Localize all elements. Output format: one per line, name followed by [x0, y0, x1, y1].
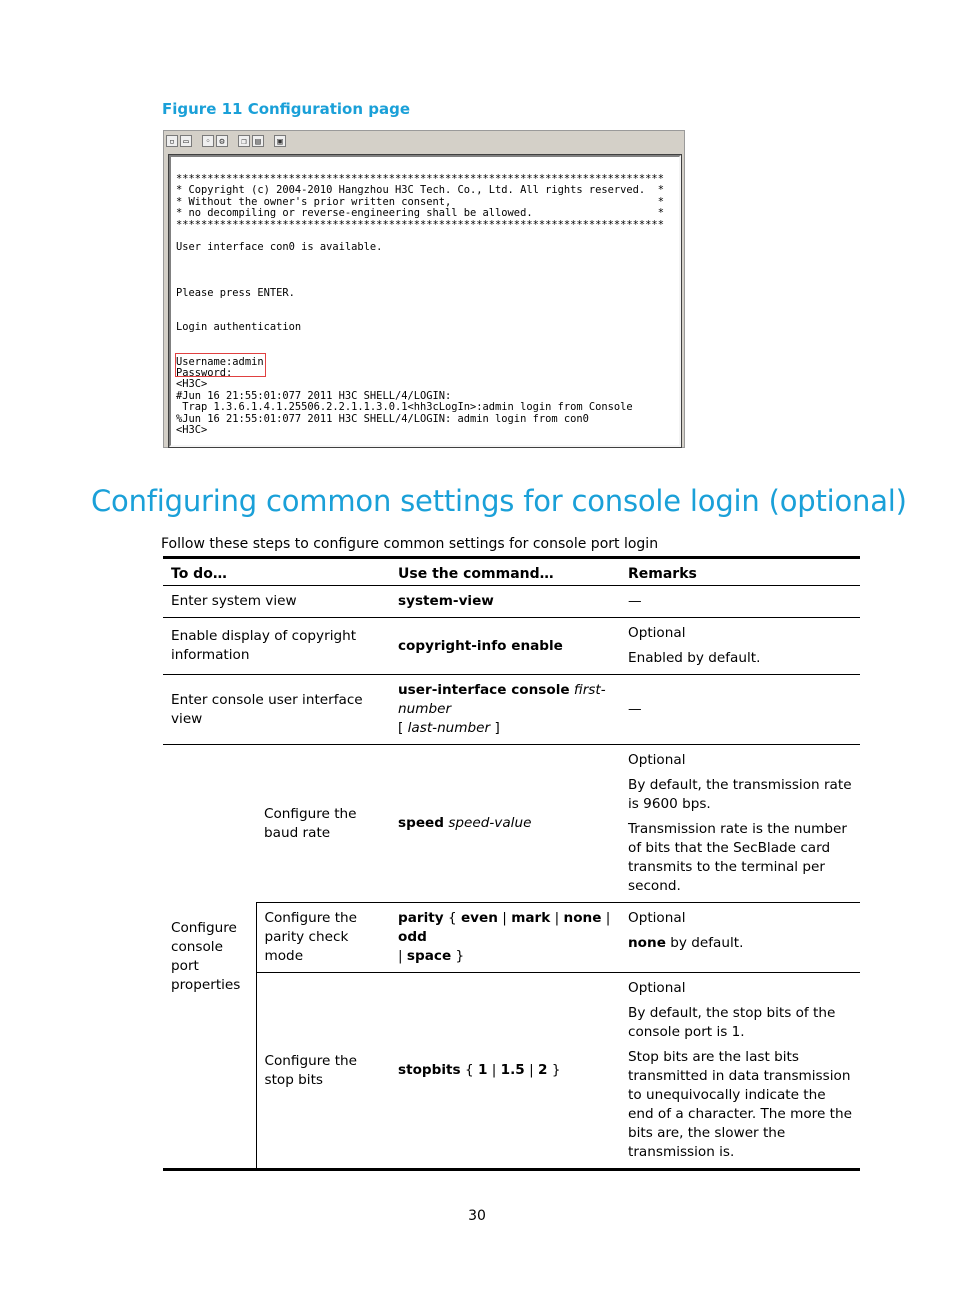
table-row — [163, 745, 860, 903]
cmd-sep: | — [491, 1062, 497, 1078]
section-heading: Configuring common settings for console login (optional) — [91, 484, 907, 518]
cmd-arg: last-number — [407, 720, 491, 736]
properties-icon[interactable]: ⚙ — [216, 135, 228, 147]
cmd-sep: | — [605, 910, 611, 926]
remark-line — [628, 934, 852, 953]
cmd-bracket: ] — [494, 720, 500, 736]
cell-todo: Enter console user interface view — [163, 675, 390, 745]
cmd-sep: | — [554, 910, 560, 926]
cell-todo: Configure the parity check mode — [256, 903, 390, 973]
cell-command — [390, 675, 620, 745]
cell-remarks: — — [620, 675, 860, 745]
terminal-toolbar — [166, 133, 682, 149]
cell-todo: Configure the baud rate — [256, 745, 390, 903]
credentials-highlight — [175, 353, 266, 377]
remark-line: Optional — [628, 910, 686, 926]
cell-command — [390, 973, 620, 1170]
cmd-keyword: parity — [398, 910, 444, 926]
cmd-option: even — [460, 910, 498, 926]
cell-remarks — [620, 618, 860, 675]
cmd-keyword: speed — [398, 815, 444, 831]
remark-line: Enabled by default. — [628, 650, 761, 666]
cmd-arg: first-number — [398, 682, 606, 717]
remark-text: by default. — [670, 935, 744, 951]
remark-keyword: none — [628, 935, 666, 951]
table-row — [163, 903, 860, 973]
header-remarks: Remarks — [620, 558, 860, 586]
terminal-output: ****************************************************************************** * Copyright (c) 2004-2010 Hangzhou H3C Tech. Co., Ltd. All rights reserved. * * Without the owner's prior written consent, * * no decompiling or reverse-engineering shall be allowed. * ****************************************************************************** User interface con0 is available. Please press ENTER. Login authentication Username:admin Password: <H3C> #Jun 16 21:55:01:077 2011 H3C SHELL/4/LOGIN: Trap 1.3.6.1.4.1.25506.2.2.1.1.3.0.1<hh3cLogIn>:admin login from Console %Jun 16 21:55:01:077 2011 H3C SHELL/4/LOGIN: admin login from con0 <H3C> — [176, 173, 664, 436]
cell-todo: Enter system view — [163, 586, 390, 618]
table-row — [163, 973, 860, 1170]
cell-remarks: — — [620, 586, 860, 618]
cmd-option: 2 — [538, 1062, 548, 1078]
cell-todo: Configure the stop bits — [256, 973, 390, 1170]
open-icon[interactable]: ▭ — [180, 135, 192, 147]
cmd-option: mark — [511, 910, 551, 926]
cmd-keyword: user-interface console — [398, 682, 570, 698]
cmd-keyword: stopbits — [398, 1062, 461, 1078]
cmd-brace: } — [455, 948, 465, 964]
cell-command: copyright-info enable — [390, 618, 620, 675]
remark-line: By default, the transmission rate is 9600 bps. — [628, 777, 852, 812]
table-row — [163, 675, 860, 745]
remark-line: Optional — [628, 980, 686, 996]
cmd-sep: | — [529, 1062, 534, 1078]
remark-line: By default, the stop bits of the console port is 1. — [628, 1005, 836, 1040]
figure-caption: Figure 11 Configuration page — [162, 100, 411, 118]
cell-todo: Enable display of copyright information — [163, 618, 390, 675]
cell-command — [390, 903, 620, 973]
cell-command — [390, 745, 620, 903]
disconnect-icon[interactable]: ◦ — [202, 135, 214, 147]
capture-icon[interactable]: ▣ — [274, 135, 286, 147]
remark-line: Stop bits are the last bits transmitted in data transmission to unequivocally indicate the end of a character. The more the bits are, the slower the transmission is. — [628, 1049, 852, 1160]
paste-icon[interactable]: ▤ — [252, 135, 264, 147]
cmd-brace: { — [447, 910, 457, 926]
table-header-row — [163, 558, 860, 586]
cell-group-label: Configure console port properties — [163, 745, 256, 1170]
cmd-sep: | — [502, 910, 507, 926]
header-command: Use the command… — [390, 558, 620, 586]
terminal-screen[interactable] — [169, 155, 681, 447]
table-row — [163, 586, 860, 618]
copy-icon[interactable]: ❐ — [238, 135, 250, 147]
cmd-option: 1.5 — [500, 1062, 525, 1078]
remark-line: Transmission rate is the number of bits that the SecBlade card transmits to the terminal per second. — [628, 821, 847, 894]
cmd-brace: { — [464, 1062, 474, 1078]
cell-command: system-view — [390, 586, 620, 618]
table-row — [163, 618, 860, 675]
cmd-sep: | — [398, 948, 403, 964]
remark-line: Optional — [628, 752, 686, 768]
cell-remarks — [620, 745, 860, 903]
command-table — [163, 556, 860, 1171]
terminal-window — [163, 130, 685, 448]
cmd-arg: speed-value — [448, 815, 532, 831]
page-number: 30 — [468, 1208, 486, 1224]
header-todo: To do… — [163, 558, 390, 586]
cmd-option: none — [563, 910, 602, 926]
cmd-brace: } — [551, 1062, 561, 1078]
cell-remarks — [620, 973, 860, 1170]
intro-text: Follow these steps to configure common settings for console port login — [161, 536, 659, 552]
cmd-option: 1 — [477, 1062, 488, 1078]
cmd-option: odd — [398, 929, 427, 945]
cell-remarks — [620, 903, 860, 973]
new-icon[interactable]: ▫ — [166, 135, 178, 147]
remark-line: Optional — [628, 625, 686, 641]
cmd-option: space — [406, 948, 452, 964]
cmd-bracket: [ — [398, 720, 404, 736]
